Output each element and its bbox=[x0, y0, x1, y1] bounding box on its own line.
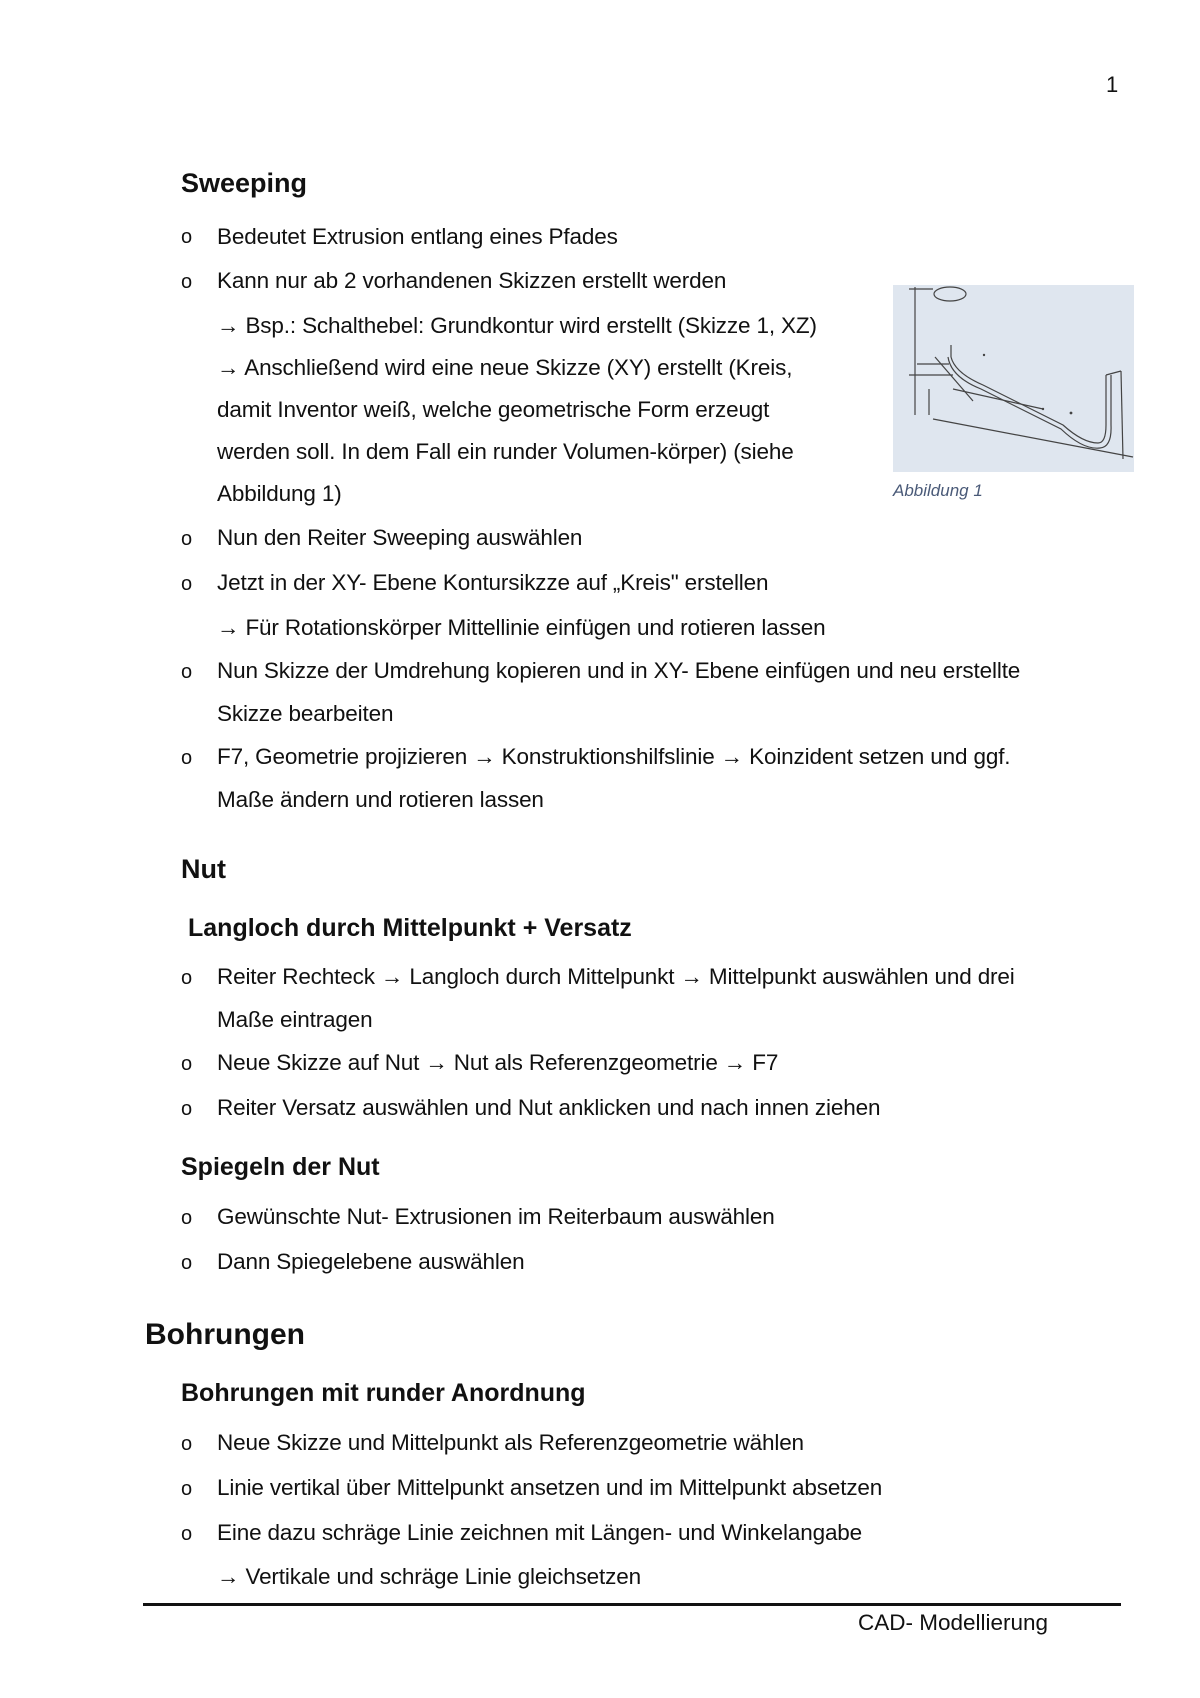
sweeping-bullet-3: Nun den Reiter Sweeping auswählen bbox=[217, 525, 583, 550]
sweeping-heading: Sweeping bbox=[181, 168, 308, 198]
bullet-marker: o bbox=[181, 661, 193, 683]
sweeping-bullet-5a: Nun Skizze der Umdrehung kopieren und in XY- Ebene einfügen und neu erstellte bbox=[217, 658, 1021, 683]
bohrungen-bullet-1: Neue Skizze und Mittelpunkt als Referenzgeometrie wählen bbox=[217, 1430, 804, 1455]
figure-sketch-image bbox=[893, 285, 1134, 472]
bohrungen-bullet-3: Eine dazu schräge Linie zeichnen mit Längen- und Winkelangabe bbox=[217, 1520, 863, 1545]
nut-bullet-2: Neue Skizze auf Nut → Nut als Referenzgeometrie → F7 bbox=[217, 1050, 779, 1075]
page-number: 1 bbox=[1106, 72, 1119, 97]
bullet-marker: o bbox=[181, 747, 193, 769]
bullet-marker: o bbox=[181, 1207, 193, 1229]
bullet-marker: o bbox=[181, 1053, 193, 1075]
sweeping-bullet-2-sub-1: → Bsp.: Schalthebel: Grundkontur wird erstellt (Skizze 1, XZ) bbox=[217, 313, 817, 338]
nut-heading: Nut bbox=[181, 854, 226, 884]
footer-title: CAD- Modellierung bbox=[858, 1610, 1049, 1635]
sweeping-bullet-2-sub-2c: werden soll. In dem Fall ein runder Volumen-körper) (siehe bbox=[217, 439, 794, 464]
nut-bullet-4: Gewünschte Nut- Extrusionen im Reiterbaum auswählen bbox=[217, 1204, 775, 1229]
bullet-marker: o bbox=[181, 967, 193, 989]
sweeping-bullet-2-sub-2d: Abbildung 1) bbox=[217, 481, 342, 506]
bullet-marker: o bbox=[181, 528, 193, 550]
figure-caption: Abbildung 1 bbox=[893, 481, 983, 500]
bullet-marker: o bbox=[181, 1478, 193, 1500]
sweeping-bullet-2: Kann nur ab 2 vorhandenen Skizzen erstellt werden bbox=[217, 268, 727, 293]
bullet-marker: o bbox=[181, 1523, 193, 1545]
nut-bullet-1a: Reiter Rechteck → Langloch durch Mittelpunkt → Mittelpunkt auswählen und drei bbox=[217, 964, 1015, 989]
sweeping-bullet-6a: F7, Geometrie projizieren → Konstruktionshilfslinie → Koinzident setzen und ggf. bbox=[217, 744, 1011, 769]
nut-bullet-1b: Maße eintragen bbox=[217, 1007, 373, 1032]
sweeping-bullet-2-sub-2a: → Anschließend wird eine neue Skizze (XY) erstellt (Kreis, bbox=[217, 355, 793, 380]
bohrungen-bullet-2: Linie vertikal über Mittelpunkt ansetzen und im Mittelpunkt absetzen bbox=[217, 1475, 883, 1500]
bullet-marker: o bbox=[181, 1433, 193, 1455]
bohrungen-heading: Bohrungen bbox=[145, 1318, 305, 1351]
sweep-path-sketch-icon bbox=[893, 285, 1134, 472]
sweeping-bullet-5b: Skizze bearbeiten bbox=[217, 701, 394, 726]
bullet-marker: o bbox=[181, 271, 193, 293]
bullet-marker: o bbox=[181, 1252, 193, 1274]
bullet-marker: o bbox=[181, 226, 193, 248]
nut-subheading-langloch: Langloch durch Mittelpunkt + Versatz bbox=[188, 914, 632, 942]
sweeping-bullet-6b: Maße ändern und rotieren lassen bbox=[217, 787, 544, 812]
nut-bullet-5: Dann Spiegelebene auswählen bbox=[217, 1249, 525, 1274]
sweeping-bullet-4-sub: → Für Rotationskörper Mittellinie einfügen und rotieren lassen bbox=[217, 615, 826, 640]
footer-divider bbox=[143, 1603, 1121, 1606]
bohrungen-subheading: Bohrungen mit runder Anordnung bbox=[181, 1379, 586, 1407]
nut-bullet-3: Reiter Versatz auswählen und Nut anklicken und nach innen ziehen bbox=[217, 1095, 881, 1120]
bullet-marker: o bbox=[181, 1098, 193, 1120]
sweeping-bullet-2-sub-2b: damit Inventor weiß, welche geometrische Form erzeugt bbox=[217, 397, 770, 422]
bohrungen-bullet-3-sub: → Vertikale und schräge Linie gleichsetzen bbox=[217, 1564, 641, 1589]
nut-subheading-spiegeln: Spiegeln der Nut bbox=[181, 1153, 380, 1181]
sweeping-bullet-4: Jetzt in der XY- Ebene Kontursikzze auf „Kreis" erstellen bbox=[217, 570, 769, 595]
sweeping-bullet-1: Bedeutet Extrusion entlang eines Pfades bbox=[217, 224, 618, 249]
bullet-marker: o bbox=[181, 573, 193, 595]
